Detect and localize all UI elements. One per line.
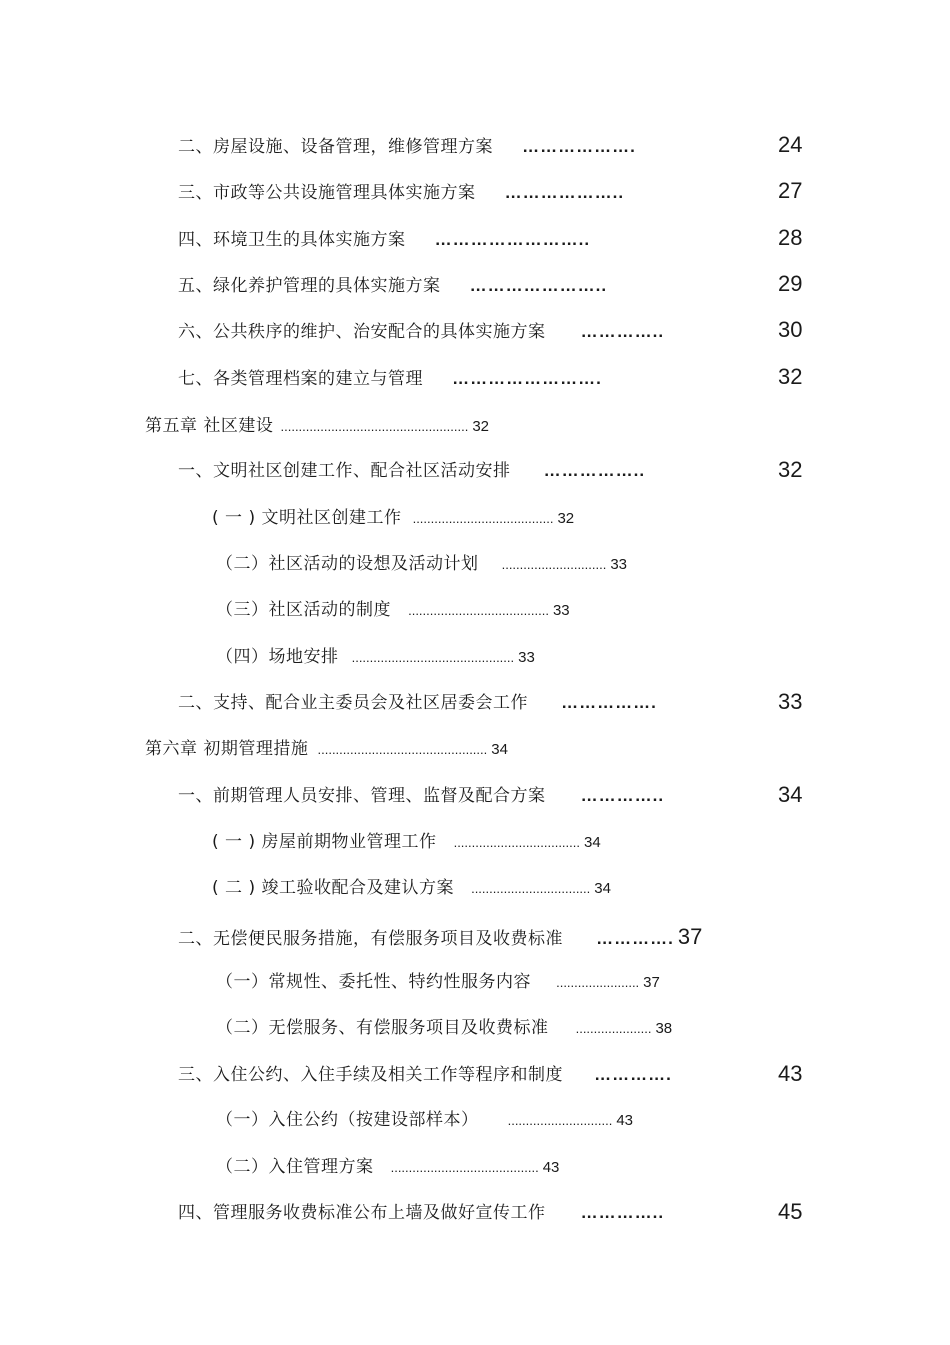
toc-entry-title: 五、绿化养护管理的具体实施方案 [178, 276, 441, 296]
toc-subentry[interactable] [216, 649, 535, 666]
toc-entry-page: 30 [778, 317, 803, 342]
toc-entry-page: 34 [584, 834, 601, 851]
toc-chapter-entry[interactable] [145, 741, 508, 758]
toc-entry[interactable] [178, 1204, 664, 1222]
toc-entry-title: 四、管理服务收费标准公布上墙及做好宣传工作 [178, 1203, 546, 1223]
toc-entry-leader: ………….. [580, 1203, 665, 1222]
toc-entry[interactable] [178, 138, 636, 156]
toc-entry-title: （一）常规性、委托性、特约性服务内容 [216, 972, 531, 992]
toc-entry-page: 33 [518, 649, 535, 666]
toc-entry-leader: ………….. [580, 322, 665, 341]
toc-entry[interactable] [178, 277, 607, 295]
toc-entry-page: 32 [557, 510, 575, 527]
toc-entry[interactable] [178, 231, 590, 249]
toc-entry-page: 24 [778, 132, 803, 157]
toc-entry-title: 二、房屋设施、设备管理，维修管理方案 [178, 137, 493, 157]
toc-entry-title: ( 一 ) 房屋前期物业管理工作 [212, 832, 437, 852]
toc-entry-title: 六、公共秩序的维护、治安配合的具体实施方案 [178, 322, 546, 342]
toc-entry-title: 二、无偿便民服务措施，有偿服务项目及收费标准 [178, 929, 563, 949]
toc-entry-title: 第五章 社区建设 [145, 416, 274, 436]
toc-entry-title: ( 一 ) 文明社区创建工作 [212, 508, 402, 528]
toc-entry-title: 四、环境卫生的具体实施方案 [178, 230, 406, 250]
toc-entry-title: 一、文明社区创建工作、配合社区活动安排 [178, 461, 511, 481]
toc-entry[interactable] [178, 370, 602, 388]
toc-entry-leader: ............................. [507, 1113, 613, 1128]
toc-subentry[interactable] [216, 1020, 672, 1037]
toc-entry-page: 33 [778, 689, 803, 714]
toc-entry-page: 38 [655, 1020, 673, 1037]
toc-entry-leader: ....................... [556, 975, 640, 990]
toc-entry-title: （一）入住公约（按建设部样本） [216, 1110, 479, 1130]
toc-entry-title: 三、入住公约、入住手续及相关工作等程序和制度 [178, 1065, 563, 1085]
toc-entry-page: 34 [778, 782, 803, 807]
toc-subentry[interactable] [216, 602, 570, 619]
toc-entry-page: 33 [552, 602, 570, 619]
toc-entry-leader: ………………. [522, 137, 636, 156]
toc-entry-leader: ............................................. [351, 650, 515, 665]
toc-subentry[interactable] [216, 1112, 633, 1129]
toc-entry[interactable] [178, 462, 645, 480]
toc-entry-leader: ………….. [580, 786, 665, 805]
toc-entry-leader: .................................................... [280, 419, 469, 434]
toc-entry-leader: ......................................... [390, 1160, 539, 1175]
toc-entry[interactable] [178, 1066, 672, 1084]
toc-entry-page: 32 [778, 364, 803, 389]
toc-entry-page: 32 [472, 418, 490, 435]
toc-entry-leader: ....................................... [412, 511, 554, 526]
toc-entry[interactable] [178, 694, 657, 712]
toc-entry-title: （三）社区活动的制度 [216, 600, 391, 620]
toc-chapter-entry[interactable] [145, 418, 489, 435]
toc-subentry[interactable] [212, 880, 611, 897]
toc-entry-title: 二、支持、配合业主委员会及社区居委会工作 [178, 693, 528, 713]
toc-entry-title: （二）社区活动的设想及活动计划 [216, 554, 479, 574]
toc-entry-leader: ……………. [561, 693, 657, 712]
toc-subentry[interactable] [216, 974, 660, 991]
toc-subentry[interactable] [212, 510, 574, 527]
toc-entry-page: 43 [542, 1159, 560, 1176]
toc-entry-page: 28 [778, 225, 803, 250]
toc-entry-leader: …………. [596, 929, 674, 948]
toc-entry[interactable] [178, 323, 664, 341]
toc-entry-title: 七、各类管理档案的建立与管理 [178, 369, 423, 389]
toc-entry-leader: ……………………. [452, 369, 602, 388]
toc-entry-page: 34 [491, 741, 508, 758]
toc-entry-title: （二）入住管理方案 [216, 1157, 374, 1177]
toc-entry-leader: …………………….. [434, 230, 591, 249]
toc-entry-title: ( 二 ) 竣工验收配合及建认方案 [212, 878, 454, 898]
toc-entry-page: 34 [594, 880, 611, 897]
toc-entry-title: 三、市政等公共设施管理具体实施方案 [178, 183, 476, 203]
toc-entry-page: 27 [778, 178, 803, 203]
toc-entry-page: 32 [778, 457, 803, 482]
toc-entry-page: 33 [610, 556, 628, 573]
toc-entry-leader: ………………….. [469, 276, 608, 295]
toc-entry-leader: ............................. [501, 557, 607, 572]
toc-entry-leader: …………….. [543, 461, 646, 480]
toc-entry-leader: ................................. [471, 881, 591, 896]
toc-entry-page: 43 [616, 1112, 634, 1129]
toc-subentry[interactable] [216, 1159, 559, 1176]
toc-entry-leader: ................................... [453, 835, 580, 850]
toc-entry-leader: ..................... [575, 1021, 652, 1036]
toc-entry[interactable] [178, 926, 702, 948]
toc-entry-page: 29 [778, 271, 803, 296]
toc-entry-title: （四）场地安排 [216, 647, 339, 667]
toc-entry-leader: ....................................... [408, 603, 549, 618]
toc-entry-leader: …………. [594, 1065, 672, 1084]
toc-entry[interactable] [178, 787, 664, 805]
toc-entry-leader: ............................................... [317, 742, 488, 757]
toc-entry-leader: ……………….. [504, 183, 625, 202]
toc-entry-page: 37 [643, 974, 660, 991]
toc-entry-title: 第六章 初期管理措施 [145, 739, 309, 759]
toc-entry-page: 45 [778, 1199, 803, 1224]
toc-entry-page: 37 [677, 924, 703, 949]
toc-entry-title: （二）无偿服务、有偿服务项目及收费标准 [216, 1018, 549, 1038]
toc-subentry[interactable] [216, 556, 627, 573]
toc-entry-title: 一、前期管理人员安排、管理、监督及配合方案 [178, 786, 546, 806]
toc-entry-page: 43 [778, 1061, 803, 1086]
toc-subentry[interactable] [212, 834, 601, 851]
toc-entry[interactable] [178, 184, 624, 202]
